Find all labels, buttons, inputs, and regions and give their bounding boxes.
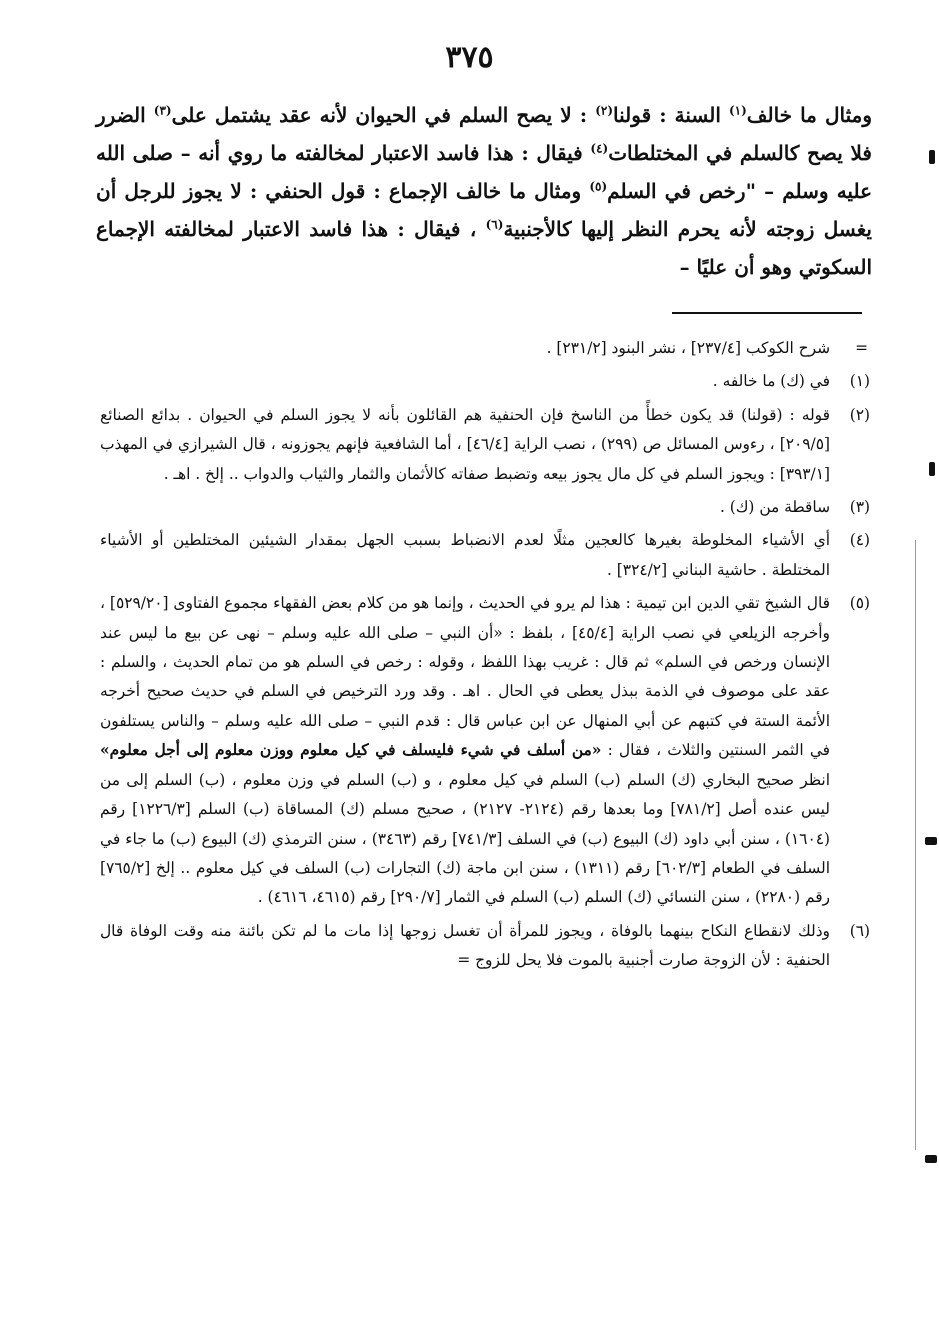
scan-edge-mark xyxy=(925,1155,937,1163)
main-segment: : لا يصح السلم في الحيوان لأنه عقد يشتمل على xyxy=(171,103,596,127)
footnote-ref: (١) xyxy=(728,103,747,118)
footnote-text: وذلك لانقطاع النكاح بينهما بالوفاة ، ويجوز للمرأة أن تغسل زوجها إذا مات ما لم تكن بائنة منه وقت الوفاة قال الحنفية : لأن الزوجة صارت أجنبية بالموت فلا يحل للزوج = xyxy=(100,921,830,970)
footnote-number: (٥) xyxy=(849,594,870,613)
footnote-4 xyxy=(100,526,870,585)
footnote-text: أي الأشياء المخلوطة بغيرها كالعجين مثلًا لعدم الانضباط بسبب الجهل بمقدار الشيئين المختلطين أو الأشياء المختلطة . حاشية البناني [٣٢٤/٢] . xyxy=(100,531,830,579)
footnote-ref: (٣) xyxy=(153,103,172,118)
footnote-ref: (٦) xyxy=(485,217,504,232)
continuation-marker: = xyxy=(855,339,868,357)
footnote-ref: (٥) xyxy=(589,179,608,194)
main-segment: ومثال ما خالف xyxy=(746,103,872,127)
hadith-quote: «من أسلف في شيء فليسلف في كيل معلوم ووزن معلوم إلى أجل معلوم» xyxy=(100,741,602,760)
footnote-ref: (٤) xyxy=(590,141,609,156)
main-segment: السنة : قولنا xyxy=(613,103,729,127)
footnote-text: انظر صحيح البخاري (ك) السلم (ب) السلم في كيل معلوم ، و (ب) السلم في وزن معلوم ، (ب) السلم إلى من ليس عنده أصل [٧٨١/٢] وما بعدها رقم (٢١٢٤- ٢١٢٧) ، صحيح مسلم (ك) المساقاة (ب) السلم [١٢٢٦/٣] رقم (١٦٠٤) ، سنن أبي داود (ك) البيوع (ب) في السلف [٧٤١/٣] رقم (٣٤٦٣) ، سنن الترمذي (ك) البيوع (ب) ما جاء في السلف في الطعام [٦٠٢/٣] رقم (١٣١١) ، سنن ابن ماجة (ك) التجارات (ب) السلف في كيل معلوم .. إلخ [٧٦٥/٢] رقم (٢٢٨٠) ، سنن النسائي (ك) السلم (ب) السلم في الثمار [٢٩٠/٧] رقم (٤٦١٥، ٤٦١٦) . xyxy=(100,770,831,907)
footnote-6 xyxy=(100,917,870,976)
footnote-3 xyxy=(100,493,870,522)
footnote-ref: (٢) xyxy=(595,103,614,118)
footnote-text: ساقطة من (ك) . xyxy=(719,498,830,517)
scan-edge-mark xyxy=(929,150,935,164)
scan-edge-mark xyxy=(929,462,935,476)
scan-margin-line xyxy=(915,540,916,1150)
footnote-text: قوله : (قولنا) قد يكون خطأً من الناسخ فإن الحنفية هم القائلون بأنه لا يجوز السلم في الحيوان . بدائع الصنائع [٢٠٩/٥] ، رءوس المسائل ص (٢٩٩) ، نصب الراية [٤٦/٤] ، أما الشافعية فإنهم يجوزونه ، قال الشيرازي في المهذب [٣٩٣/١] : ويجوز السلم في كل مال يجوز بيعه وتضبط صفاته كالأثمان والثمار والثياب والدواب .. إلخ . اهـ . xyxy=(100,405,830,483)
footnote-text: في (ك) ما خالفه . xyxy=(712,372,830,391)
footnotes-section xyxy=(100,334,870,980)
footnote-separator xyxy=(672,312,862,314)
footnote-5 xyxy=(100,589,870,912)
page-number: ٣٧٥ xyxy=(445,40,494,75)
footnote-number: (٣) xyxy=(849,498,870,517)
footnote-1 xyxy=(100,367,870,396)
footnote-number: (١) xyxy=(849,372,870,391)
main-paragraph xyxy=(96,96,872,286)
scan-edge-mark xyxy=(925,837,937,845)
footnote-number: (٢) xyxy=(849,405,870,424)
main-segment: فيقال : هذا فاسد الاعتبار لمخالفته ما روي أنه – صلى الله عليه وسلم – "رخص في السلم xyxy=(96,141,873,203)
footnote-2 xyxy=(100,401,870,489)
footnote-number: (٦) xyxy=(849,921,870,940)
footnote-continued xyxy=(100,334,870,363)
main-segment: الضرر فلا يصح كالسلم في المختلطات xyxy=(96,103,872,165)
footnote-text: شرح الكوكب [٢٣٧/٤] ، نشر البنود [٢٣١/٢] . xyxy=(546,339,830,357)
footnote-text: قال الشيخ تقي الدين ابن تيمية : هذا لم يرو في الحديث ، وإنما هو من كلام بعض الفقهاء مجموع الفتاوى [٥٢٩/٢٠] ، وأخرجه الزيلعي في نصب الراية [٤٥/٤] ، بلفظ : «أن النبي – صلى الله عليه وسلم – نهى عن بيع ما ليس عند الإنسان ورخص في السلم» ثم قال : غريب بهذا اللفظ ، وقوله : رخص في السلم هو من تمام الحديث ، والسلم : عقد على موصوف في الذمة ببذل يعطى في الحال . اهـ . وقد ورد الترخيص في السلم في حديث صحيح أخرجه الأئمة الستة في كتبهم عن أبي المنهال عن ابن عباس قال : قدم النبي – صلى الله عليه وسلم – والناس يستلفون في الثمر السنتين والثلاث ، فقال : xyxy=(100,594,831,760)
main-segment: ومثال ما خالف الإجماع : قول الحنفي : لا يجوز للرجل أن يغسل زوجته لأنه يحرم النظر إليها كالأجنبية xyxy=(96,179,872,241)
main-segment: ، فيقال : هذا فاسد الاعتبار لمخالفته الإجماع السكوتي وهو أن عليًا – xyxy=(96,217,872,279)
footnote-number: (٤) xyxy=(849,531,870,550)
